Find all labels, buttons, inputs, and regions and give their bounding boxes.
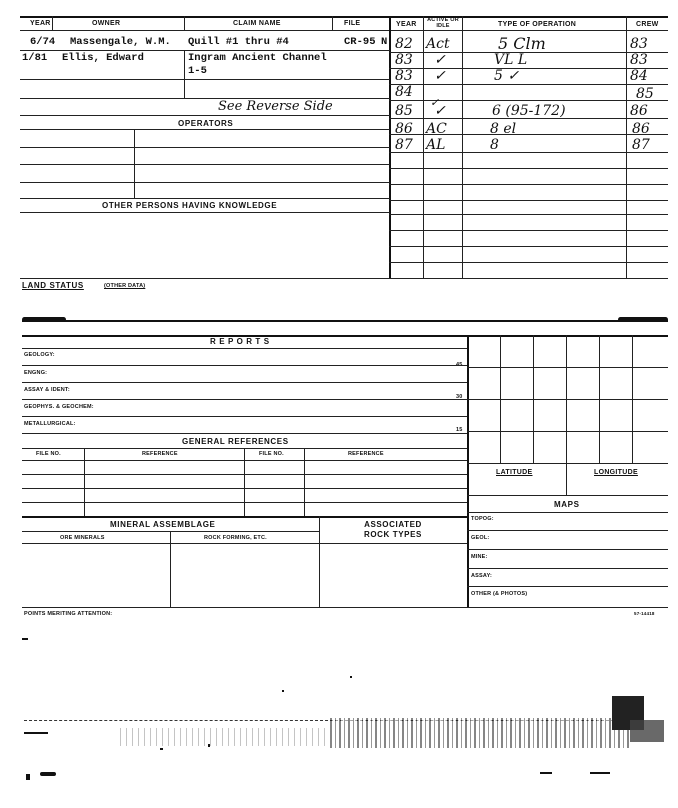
- land-status-heading: LAND STATUS: [22, 281, 84, 290]
- reports-line-1: [22, 365, 467, 366]
- grid-row-4: [467, 463, 668, 464]
- refs-col-reference-2: REFERENCE: [348, 451, 384, 457]
- reports-assay-label: ASSAY & IDENT:: [24, 387, 70, 393]
- history-row-3-status: ✓: [434, 68, 446, 84]
- header-type-of-operation: TYPE OF OPERATION: [498, 21, 577, 28]
- history-line-13: [389, 246, 668, 247]
- mineral-col-ore: ORE MINERALS: [60, 535, 105, 541]
- history-row-5-operation: 6 (95-172): [492, 103, 566, 119]
- maps-heading: MAPS: [554, 500, 580, 509]
- owner-row-1-date: 6/74: [30, 36, 56, 48]
- divider-year-active: [423, 16, 424, 278]
- header-claim-name: CLAIM NAME: [233, 20, 281, 27]
- history-row-5-year: 85: [395, 103, 413, 119]
- history-line-10: [389, 200, 668, 201]
- history-row-4-crew: 85: [636, 86, 654, 102]
- history-line-3: [389, 84, 668, 85]
- history-line-11: [389, 214, 668, 215]
- mineral-top-line: [22, 516, 467, 518]
- maps-line-3: [467, 568, 668, 569]
- refs-col-reference: REFERENCE: [142, 451, 178, 457]
- top-border: [20, 16, 668, 18]
- history-row-7-status: AL: [426, 137, 446, 153]
- scan-noise: [0, 620, 678, 808]
- grid-col-3: [566, 335, 567, 495]
- history-row-1-status: Act: [426, 36, 450, 52]
- maps-other: OTHER (& PHOTOS): [471, 591, 528, 597]
- history-row-3-year: 83: [395, 68, 413, 84]
- owner-line-4: [20, 98, 390, 99]
- header-file: FILE: [344, 20, 361, 27]
- reports-geophys-label: GEOPHYS. & GEOCHEM:: [24, 404, 94, 410]
- history-row-6-operation: 8 el: [490, 121, 517, 137]
- points-top-line: [22, 607, 668, 608]
- maps-geol: GEOL:: [471, 535, 490, 541]
- history-row-6-crew: 86: [632, 121, 650, 137]
- history-line-2: [389, 68, 668, 69]
- history-row-4-status: ✓: [430, 96, 440, 109]
- general-references-heading: GENERAL REFERENCES: [182, 437, 289, 446]
- grid-row-1: [467, 367, 668, 368]
- maps-line-1: [467, 530, 668, 531]
- owner-row-2-name: Ellis, Edward: [62, 52, 144, 64]
- operators-line-4: [20, 182, 390, 183]
- land-status-top-line: [20, 278, 668, 279]
- owner-row-1-underline: [20, 50, 390, 51]
- history-row-7-crew: 87: [632, 137, 650, 153]
- history-row-2-operation: VL L: [494, 52, 528, 68]
- history-row-6-year: 86: [395, 121, 413, 137]
- operators-line-2: [20, 147, 390, 148]
- history-row-6-status: AC: [426, 121, 447, 137]
- maps-line-4: [467, 586, 668, 587]
- operators-line-5: [20, 198, 390, 199]
- refs-divider-1: [84, 448, 85, 516]
- mineral-assemblage-heading: MINERAL ASSEMBLAGE: [110, 520, 216, 529]
- reports-line-5: [22, 433, 467, 434]
- reports-geology-num: 45: [456, 362, 463, 368]
- operators-heading: OPERATORS: [178, 119, 234, 128]
- history-row-5-crew: 86: [630, 103, 648, 119]
- refs-divider-3: [304, 448, 305, 516]
- history-row-4-year: 84: [395, 84, 413, 100]
- refs-col-file-no-2: FILE NO.: [259, 451, 284, 457]
- divider-year-owner: [52, 16, 53, 30]
- history-line-8: [389, 168, 668, 169]
- claim-col-mark: [184, 50, 185, 98]
- operators-line-3: [20, 164, 390, 165]
- reports-metallurgical-num: 15: [456, 427, 463, 433]
- history-row-5-status: ✓: [434, 103, 446, 119]
- claim-extra: 1-5: [188, 65, 207, 77]
- divider-owner-claim: [184, 16, 185, 30]
- mineral-divider-1: [170, 531, 171, 607]
- mineral-divider-2: [319, 516, 320, 607]
- owner-row-1-name: Massengale, W.M.: [70, 36, 171, 48]
- reports-metallurgical-label: METALLURGICAL:: [24, 421, 76, 427]
- reports-line-4: [22, 416, 467, 417]
- longitude-label: LONGITUDE: [594, 469, 638, 476]
- reports-heading: R E P O R T S: [210, 337, 270, 346]
- history-row-7-year: 87: [395, 137, 413, 153]
- land-status-thick-line: [22, 320, 668, 322]
- reports-line-2: [22, 382, 467, 383]
- land-status-smudge-right: [618, 317, 668, 322]
- reports-geology-label: GEOLOGY:: [24, 352, 55, 358]
- history-row-1-crew: 83: [630, 36, 648, 52]
- history-row-1-year: 82: [395, 36, 413, 52]
- history-row-1-operation: 5 Clm: [498, 34, 546, 53]
- history-row-2-year: 83: [395, 52, 413, 68]
- reports-top-line: [22, 335, 668, 337]
- divider-claim-file: [332, 16, 333, 30]
- land-status-sub: (OTHER DATA): [104, 283, 146, 289]
- reports-line-3: [22, 399, 467, 400]
- history-row-2-crew: 83: [630, 52, 648, 68]
- owner-line-3: [20, 79, 390, 80]
- maps-mine: MINE:: [471, 554, 488, 560]
- land-status-smudge-left: [22, 317, 66, 322]
- header-owner: OWNER: [92, 20, 121, 27]
- file-mark: N: [381, 36, 388, 48]
- maps-assay: ASSAY:: [471, 573, 493, 579]
- header-year: YEAR: [30, 20, 51, 27]
- points-meriting-attention: POINTS MERITING ATTENTION:: [24, 611, 113, 617]
- other-persons-heading: OTHER PERSONS HAVING KNOWLEDGE: [102, 201, 278, 210]
- refs-col-file-no: FILE NO.: [36, 451, 61, 457]
- maps-line-0: [467, 512, 668, 513]
- header-crew: CREW: [636, 21, 659, 28]
- maps-line-2: [467, 549, 668, 550]
- right-block-divider: [467, 335, 469, 607]
- header-bottom-line: [20, 30, 668, 31]
- reports-engng-label: ENGNG:: [24, 370, 48, 376]
- maps-topog: TOPOG:: [471, 516, 494, 522]
- owner-row-2-claim: Ingram Ancient Channel: [188, 52, 327, 64]
- divider-type-crew: [626, 16, 627, 278]
- mineral-line-2: [22, 543, 467, 544]
- reports-line-0: [22, 348, 467, 349]
- associated-rock-types-heading: ASSOCIATED ROCK TYPES: [363, 520, 422, 539]
- mineral-col-rock-forming: ROCK FORMING, ETC.: [204, 535, 267, 541]
- owner-row-1-claim: Quill #1 thru #4: [188, 36, 289, 48]
- operators-col-mark: [134, 129, 135, 199]
- owner-row-1-file: CR-95: [344, 36, 376, 48]
- history-row-3-crew: 84: [630, 68, 648, 84]
- reports-assay-num: 30: [456, 394, 463, 400]
- latlong-line: [467, 495, 668, 496]
- header-active-or-idle: ACTIVE OR IDLE: [427, 17, 459, 29]
- form-number: 57-14418: [634, 611, 655, 616]
- history-line-9: [389, 184, 668, 185]
- latitude-label: LATITUDE: [496, 469, 533, 476]
- header-year-2: YEAR: [396, 21, 417, 28]
- history-row-2-status: ✓: [434, 52, 446, 68]
- history-line-12: [389, 230, 668, 231]
- operators-line-1: [20, 129, 390, 130]
- history-row-7-operation: 8: [490, 137, 499, 153]
- other-persons-line: [20, 212, 390, 213]
- owner-row-2-date: 1/81: [22, 52, 48, 64]
- history-row-3-operation: 5 ✓: [494, 68, 520, 84]
- grid-row-2: [467, 399, 668, 400]
- see-reverse-note: See Reverse Side: [218, 99, 333, 114]
- owner-line-5: [20, 115, 390, 116]
- divider-active-type: [462, 16, 463, 278]
- grid-row-3: [467, 431, 668, 432]
- refs-divider-2: [244, 448, 245, 516]
- history-line-14: [389, 262, 668, 263]
